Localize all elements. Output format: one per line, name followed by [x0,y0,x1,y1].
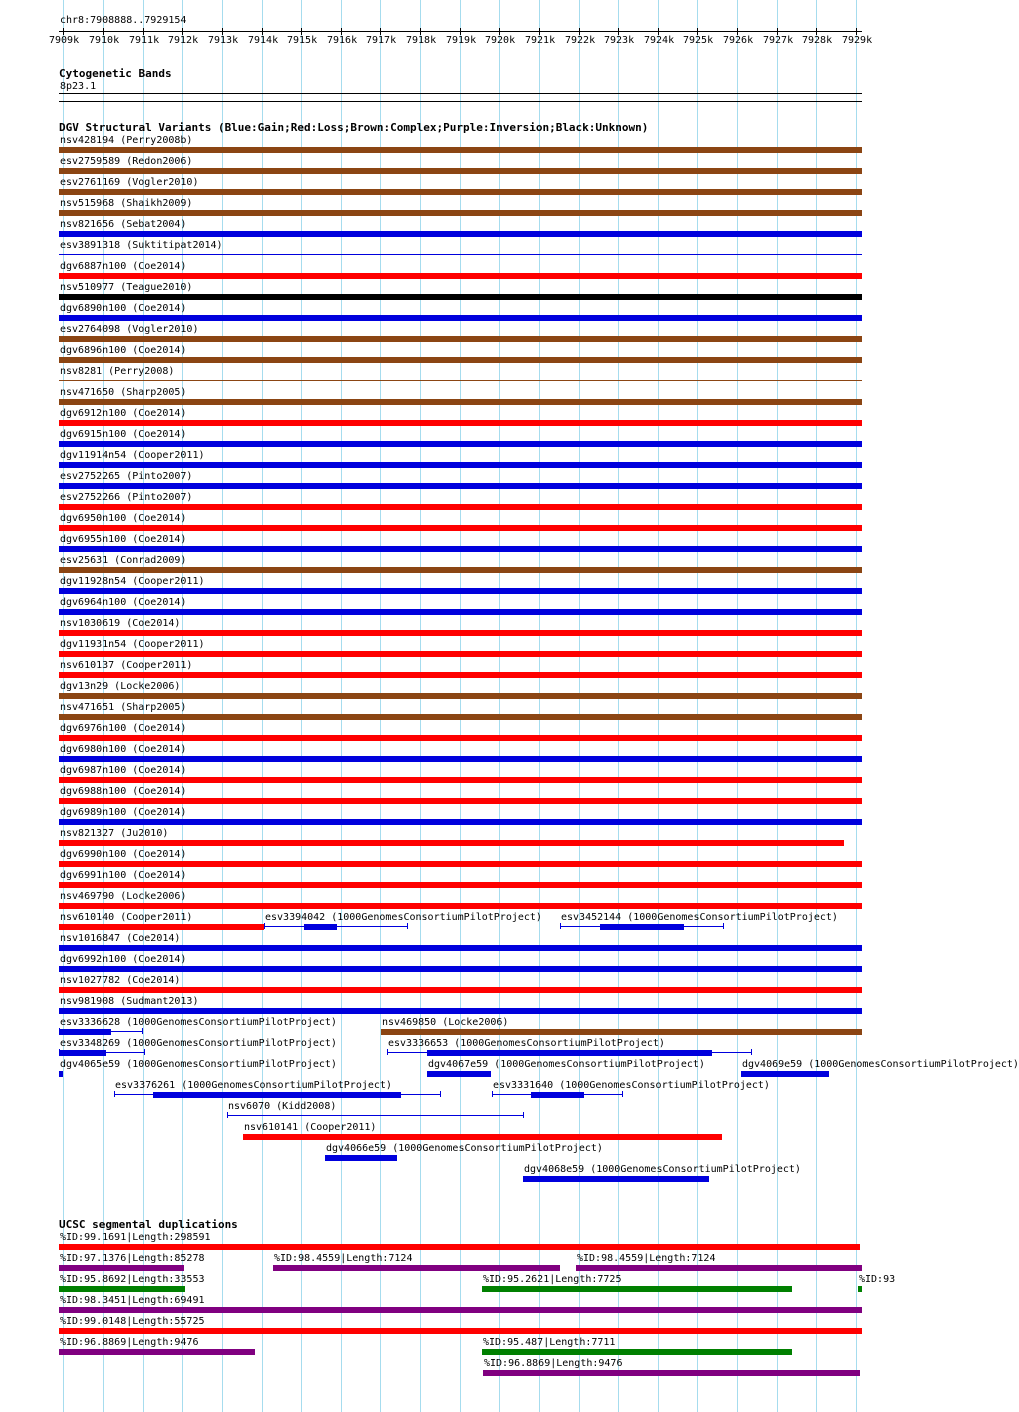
segdup-feature-label: %ID:95.2621|Length:7725 [483,1274,622,1285]
ruler-tick-label: 7911k [129,35,160,46]
ruler-tick-label: 7921k [525,35,556,46]
ruler-tick [460,28,461,35]
dgv-feature-bar[interactable] [59,651,862,657]
dgv-feature-range-cap [492,1091,493,1097]
ruler-tick-label: 7916k [327,35,358,46]
cytoband-track-title: Cytogenetic Bands [59,67,172,80]
ruler-tick [420,28,421,35]
segdup-feature-label: %ID:99.1691|Length:298591 [60,1232,211,1243]
ruler-tick-label: 7914k [248,35,279,46]
ruler-tick-label: 7927k [763,35,794,46]
ruler-tick [301,28,302,35]
cytoband-label: 8p23.1 [60,81,97,92]
dgv-feature-label: esv2759589 (Redon2006) [60,156,193,167]
ruler-tick [777,28,778,35]
dgv-feature-label: nsv821656 (Sebat2004) [60,219,187,230]
dgv-feature-label: dgv6987n100 (Coe2014) [60,765,187,776]
dgv-feature-bar[interactable] [59,420,862,426]
segdup-feature-bar[interactable] [273,1265,560,1271]
dgv-feature-bar[interactable] [59,588,862,594]
dgv-feature-bar[interactable] [59,861,862,867]
ruler-tick [697,28,698,35]
dgv-feature-bar[interactable] [59,168,862,174]
dgv-feature-range-cap [622,1091,623,1097]
dgv-feature-bar[interactable] [59,1071,63,1077]
ruler-tick-label: 7910k [89,35,120,46]
dgv-feature-bar[interactable] [59,924,264,930]
dgv-feature-range-cap [407,923,408,929]
dgv-feature-label: nsv1016847 (Coe2014) [60,933,181,944]
dgv-feature-label: dgv4069e59 (1000GenomesConsortiumPilotProject) [742,1059,1019,1070]
dgv-feature-label: esv3331640 (1000GenomesConsortiumPilotProject) [493,1080,770,1091]
ruler-tick-label: 7917k [366,35,397,46]
ruler-tick [63,28,64,35]
dgv-feature-range-cap [144,1049,145,1055]
dgv-feature-bar[interactable] [304,924,337,930]
dgv-feature-label: nsv1030619 (Coe2014) [60,618,181,629]
ruler-tick-label: 7925k [683,35,714,46]
dgv-feature-label: nsv6070 (Kidd2008) [228,1101,337,1112]
dgv-feature-label: esv3336628 (1000GenomesConsortiumPilotProject) [60,1017,337,1028]
dgv-feature-bar[interactable] [59,546,862,552]
dgv-feature-label: dgv6887n100 (Coe2014) [60,261,187,272]
segdup-feature-label: %ID:99.0148|Length:55725 [60,1316,205,1327]
dgv-feature-label: nsv469850 (Locke2006) [382,1017,509,1028]
dgv-feature-label: esv3891318 (Suktitipat2014) [60,240,223,251]
dgv-feature-label: dgv6992n100 (Coe2014) [60,954,187,965]
segdup-feature-bar[interactable] [59,1307,862,1313]
dgv-feature-bar[interactable] [741,1071,829,1077]
ruler-tick [618,28,619,35]
dgv-feature-bar[interactable] [59,441,862,447]
segdup-track-title: UCSC segmental duplications [59,1218,238,1231]
dgv-feature-label: dgv6915n100 (Coe2014) [60,429,187,440]
ruler-tick-label: 7918k [406,35,437,46]
ruler-tick-label: 7920k [485,35,516,46]
dgv-feature-label: nsv610140 (Cooper2011) [60,912,193,923]
segdup-feature-label: %ID:98.4559|Length:7124 [274,1253,413,1264]
segdup-feature-bar[interactable] [483,1370,860,1376]
dgv-feature-label: nsv471651 (Sharp2005) [60,702,187,713]
dgv-feature-label: nsv8281 (Perry2008) [60,366,175,377]
dgv-feature-label: esv2764098 (Vogler2010) [60,324,199,335]
dgv-feature-bar[interactable] [59,336,862,342]
dgv-feature-bar[interactable] [59,882,862,888]
dgv-feature-bar[interactable] [243,1134,722,1140]
ruler-tick [143,28,144,35]
dgv-feature-bar[interactable] [59,609,862,615]
dgv-feature-label: nsv981908 (Sudmant2013) [60,996,199,1007]
segdup-feature-label: %ID:96.8869|Length:9476 [60,1337,199,1348]
dgv-feature-label: dgv6964n100 (Coe2014) [60,597,187,608]
dgv-feature-bar[interactable] [59,567,862,573]
dgv-feature-bar[interactable] [59,315,862,321]
ruler-tick [222,28,223,35]
cytoband-line[interactable] [59,93,862,94]
dgv-feature-label: esv3376261 (1000GenomesConsortiumPilotProject) [115,1080,392,1091]
dgv-feature-label: nsv510977 (Teague2010) [60,282,193,293]
dgv-feature-bar[interactable] [59,462,862,468]
ruler-tick [579,28,580,35]
ruler-tick [737,28,738,35]
segdup-feature-bar[interactable] [858,1286,862,1292]
dgv-feature-bar[interactable] [59,630,862,636]
ruler-tick [103,28,104,35]
segdup-feature-label: %ID:93 [859,1274,896,1285]
segdup-feature-label: %ID:98.4559|Length:7124 [577,1253,716,1264]
segdup-feature-bar[interactable] [576,1265,862,1271]
segdup-feature-label: %ID:98.3451|Length:69491 [60,1295,205,1306]
dgv-feature-range-cap [440,1091,441,1097]
dgv-feature-label: dgv6991n100 (Coe2014) [60,870,187,881]
segdup-feature-bar[interactable] [59,1265,184,1271]
dgv-feature-bar[interactable] [153,1092,401,1098]
dgv-feature-label: nsv821327 (Ju2010) [60,828,169,839]
ruler-tick [341,28,342,35]
dgv-feature-bar[interactable] [59,1050,106,1056]
ruler-tick [380,28,381,35]
dgv-feature-label: dgv11931n54 (Cooper2011) [60,639,205,650]
dgv-feature-label: dgv11928n54 (Cooper2011) [60,576,205,587]
dgv-feature-bar[interactable] [59,1008,862,1014]
dgv-feature-label: esv2752265 (Pinto2007) [60,471,193,482]
dgv-feature-label: dgv6989n100 (Coe2014) [60,807,187,818]
segdup-feature-label: %ID:95.487|Length:7711 [483,1337,616,1348]
dgv-feature-label: nsv428194 (Perry2008b) [60,135,193,146]
dgv-feature-label: dgv6890n100 (Coe2014) [60,303,187,314]
dgv-feature-bar[interactable] [523,1176,709,1182]
dgv-feature-bar[interactable] [325,1155,397,1161]
dgv-feature-label: nsv610137 (Cooper2011) [60,660,193,671]
segdup-feature-bar[interactable] [59,1244,860,1250]
dgv-feature-range-cap [387,1049,388,1055]
dgv-feature-bar[interactable] [381,1029,862,1035]
cytoband-line-lower [59,101,862,102]
segdup-feature-label: %ID:97.1376|Length:85278 [60,1253,205,1264]
dgv-feature-label: dgv6950n100 (Coe2014) [60,513,187,524]
ruler-tick-label: 7929k [842,35,873,46]
dgv-feature-bar[interactable] [59,380,862,381]
dgv-feature-bar[interactable] [600,924,684,930]
dgv-feature-range-cap [560,923,561,929]
dgv-feature-range-cap [114,1091,115,1097]
dgv-feature-bar[interactable] [59,693,862,699]
dgv-feature-bar[interactable] [59,756,862,762]
dgv-feature-bar[interactable] [427,1071,491,1077]
dgv-feature-bar[interactable] [59,273,862,279]
dgv-feature-bar[interactable] [59,945,862,951]
dgv-feature-label: esv3394042 (1000GenomesConsortiumPilotProject) [265,912,542,923]
ruler-position: chr8:7908888..7929154 [60,15,187,26]
ruler-tick [856,28,857,35]
dgv-feature-bar[interactable] [59,798,862,804]
ruler-tick-label: 7924k [644,35,675,46]
dgv-feature-bar[interactable] [59,672,862,678]
dgv-feature-bar[interactable] [531,1092,584,1098]
dgv-feature-label: dgv4067e59 (1000GenomesConsortiumPilotProject) [428,1059,705,1070]
dgv-feature-label: dgv6976n100 (Coe2014) [60,723,187,734]
dgv-feature-label: esv3348269 (1000GenomesConsortiumPilotProject) [60,1038,337,1049]
dgv-feature-label: nsv515968 (Shaikh2009) [60,198,193,209]
dgv-feature-bar[interactable] [59,987,862,993]
ruler-tick [262,28,263,35]
dgv-feature-bar[interactable] [59,777,862,783]
ruler-tick-label: 7928k [802,35,833,46]
dgv-feature-label: esv25631 (Conrad2009) [60,555,187,566]
ruler-tick [539,28,540,35]
dgv-feature-bar[interactable] [59,714,862,720]
ruler-tick [499,28,500,35]
dgv-feature-bar[interactable] [59,735,862,741]
dgv-feature-label: esv2761169 (Vogler2010) [60,177,199,188]
segdup-feature-bar[interactable] [482,1286,792,1292]
dgv-feature-label: dgv4068e59 (1000GenomesConsortiumPilotProject) [524,1164,801,1175]
dgv-feature-label: dgv6980n100 (Coe2014) [60,744,187,755]
dgv-feature-label: dgv6912n100 (Coe2014) [60,408,187,419]
ruler-tick-label: 7926k [723,35,754,46]
dgv-feature-label: nsv1027782 (Coe2014) [60,975,181,986]
dgv-feature-bar[interactable] [59,231,862,237]
dgv-feature-bar[interactable] [59,254,862,255]
dgv-feature-label: esv3336653 (1000GenomesConsortiumPilotProject) [388,1038,665,1049]
dgv-feature-bar[interactable] [59,903,862,909]
dgv-feature-range-line[interactable] [227,1115,524,1116]
dgv-feature-range-cap [523,1112,524,1118]
dgv-feature-bar[interactable] [59,525,862,531]
dgv-track-title: DGV Structural Variants (Blue:Gain;Red:Loss;Brown:Complex;Purple:Inversion;Black:Unknown) [59,121,649,134]
dgv-feature-range-cap [227,1112,228,1118]
dgv-feature-label: esv3452144 (1000GenomesConsortiumPilotProject) [561,912,838,923]
dgv-feature-label: dgv13n29 (Locke2006) [60,681,181,692]
dgv-feature-bar[interactable] [59,504,862,510]
dgv-feature-label: dgv4066e59 (1000GenomesConsortiumPilotProject) [326,1143,603,1154]
dgv-feature-bar[interactable] [59,840,844,846]
dgv-feature-bar[interactable] [59,483,862,489]
ruler-tick-label: 7922k [565,35,596,46]
dgv-feature-label: nsv610141 (Cooper2011) [244,1122,377,1133]
dgv-feature-bar[interactable] [59,819,862,825]
dgv-feature-bar[interactable] [59,147,862,153]
ruler-tick-label: 7912k [168,35,199,46]
segdup-feature-bar[interactable] [59,1286,185,1292]
dgv-feature-bar[interactable] [427,1050,712,1056]
ruler-tick-label: 7909k [49,35,80,46]
segdup-feature-label: %ID:95.8692|Length:33553 [60,1274,205,1285]
dgv-feature-range-cap [264,923,265,929]
dgv-feature-label: dgv4065e59 (1000GenomesConsortiumPilotProject) [60,1059,337,1070]
dgv-feature-bar[interactable] [59,210,862,216]
dgv-feature-label: nsv471650 (Sharp2005) [60,387,187,398]
dgv-feature-range-cap [723,923,724,929]
ruler-tick [182,28,183,35]
dgv-feature-range-cap [142,1028,143,1034]
dgv-feature-label: dgv6990n100 (Coe2014) [60,849,187,860]
ruler-tick-label: 7919k [446,35,477,46]
dgv-feature-bar[interactable] [59,357,862,363]
ruler-tick-label: 7915k [287,35,318,46]
dgv-feature-bar[interactable] [59,189,862,195]
ruler-tick-label: 7923k [604,35,635,46]
ruler-tick [658,28,659,35]
dgv-feature-bar[interactable] [59,294,862,300]
segdup-feature-bar[interactable] [59,1328,862,1334]
dgv-feature-bar[interactable] [59,966,862,972]
dgv-feature-label: dgv6955n100 (Coe2014) [60,534,187,545]
dgv-feature-label: dgv11914n54 (Cooper2011) [60,450,205,461]
segdup-feature-label: %ID:96.8869|Length:9476 [484,1358,623,1369]
ruler-tick-label: 7913k [208,35,239,46]
segdup-feature-bar[interactable] [59,1349,255,1355]
dgv-feature-bar[interactable] [59,1029,111,1035]
dgv-feature-label: nsv469790 (Locke2006) [60,891,187,902]
segdup-feature-bar[interactable] [482,1349,792,1355]
ruler-tick [816,28,817,35]
dgv-feature-range-cap [751,1049,752,1055]
dgv-feature-bar[interactable] [59,399,862,405]
dgv-feature-label: dgv6988n100 (Coe2014) [60,786,187,797]
dgv-feature-label: dgv6896n100 (Coe2014) [60,345,187,356]
dgv-feature-label: esv2752266 (Pinto2007) [60,492,193,503]
